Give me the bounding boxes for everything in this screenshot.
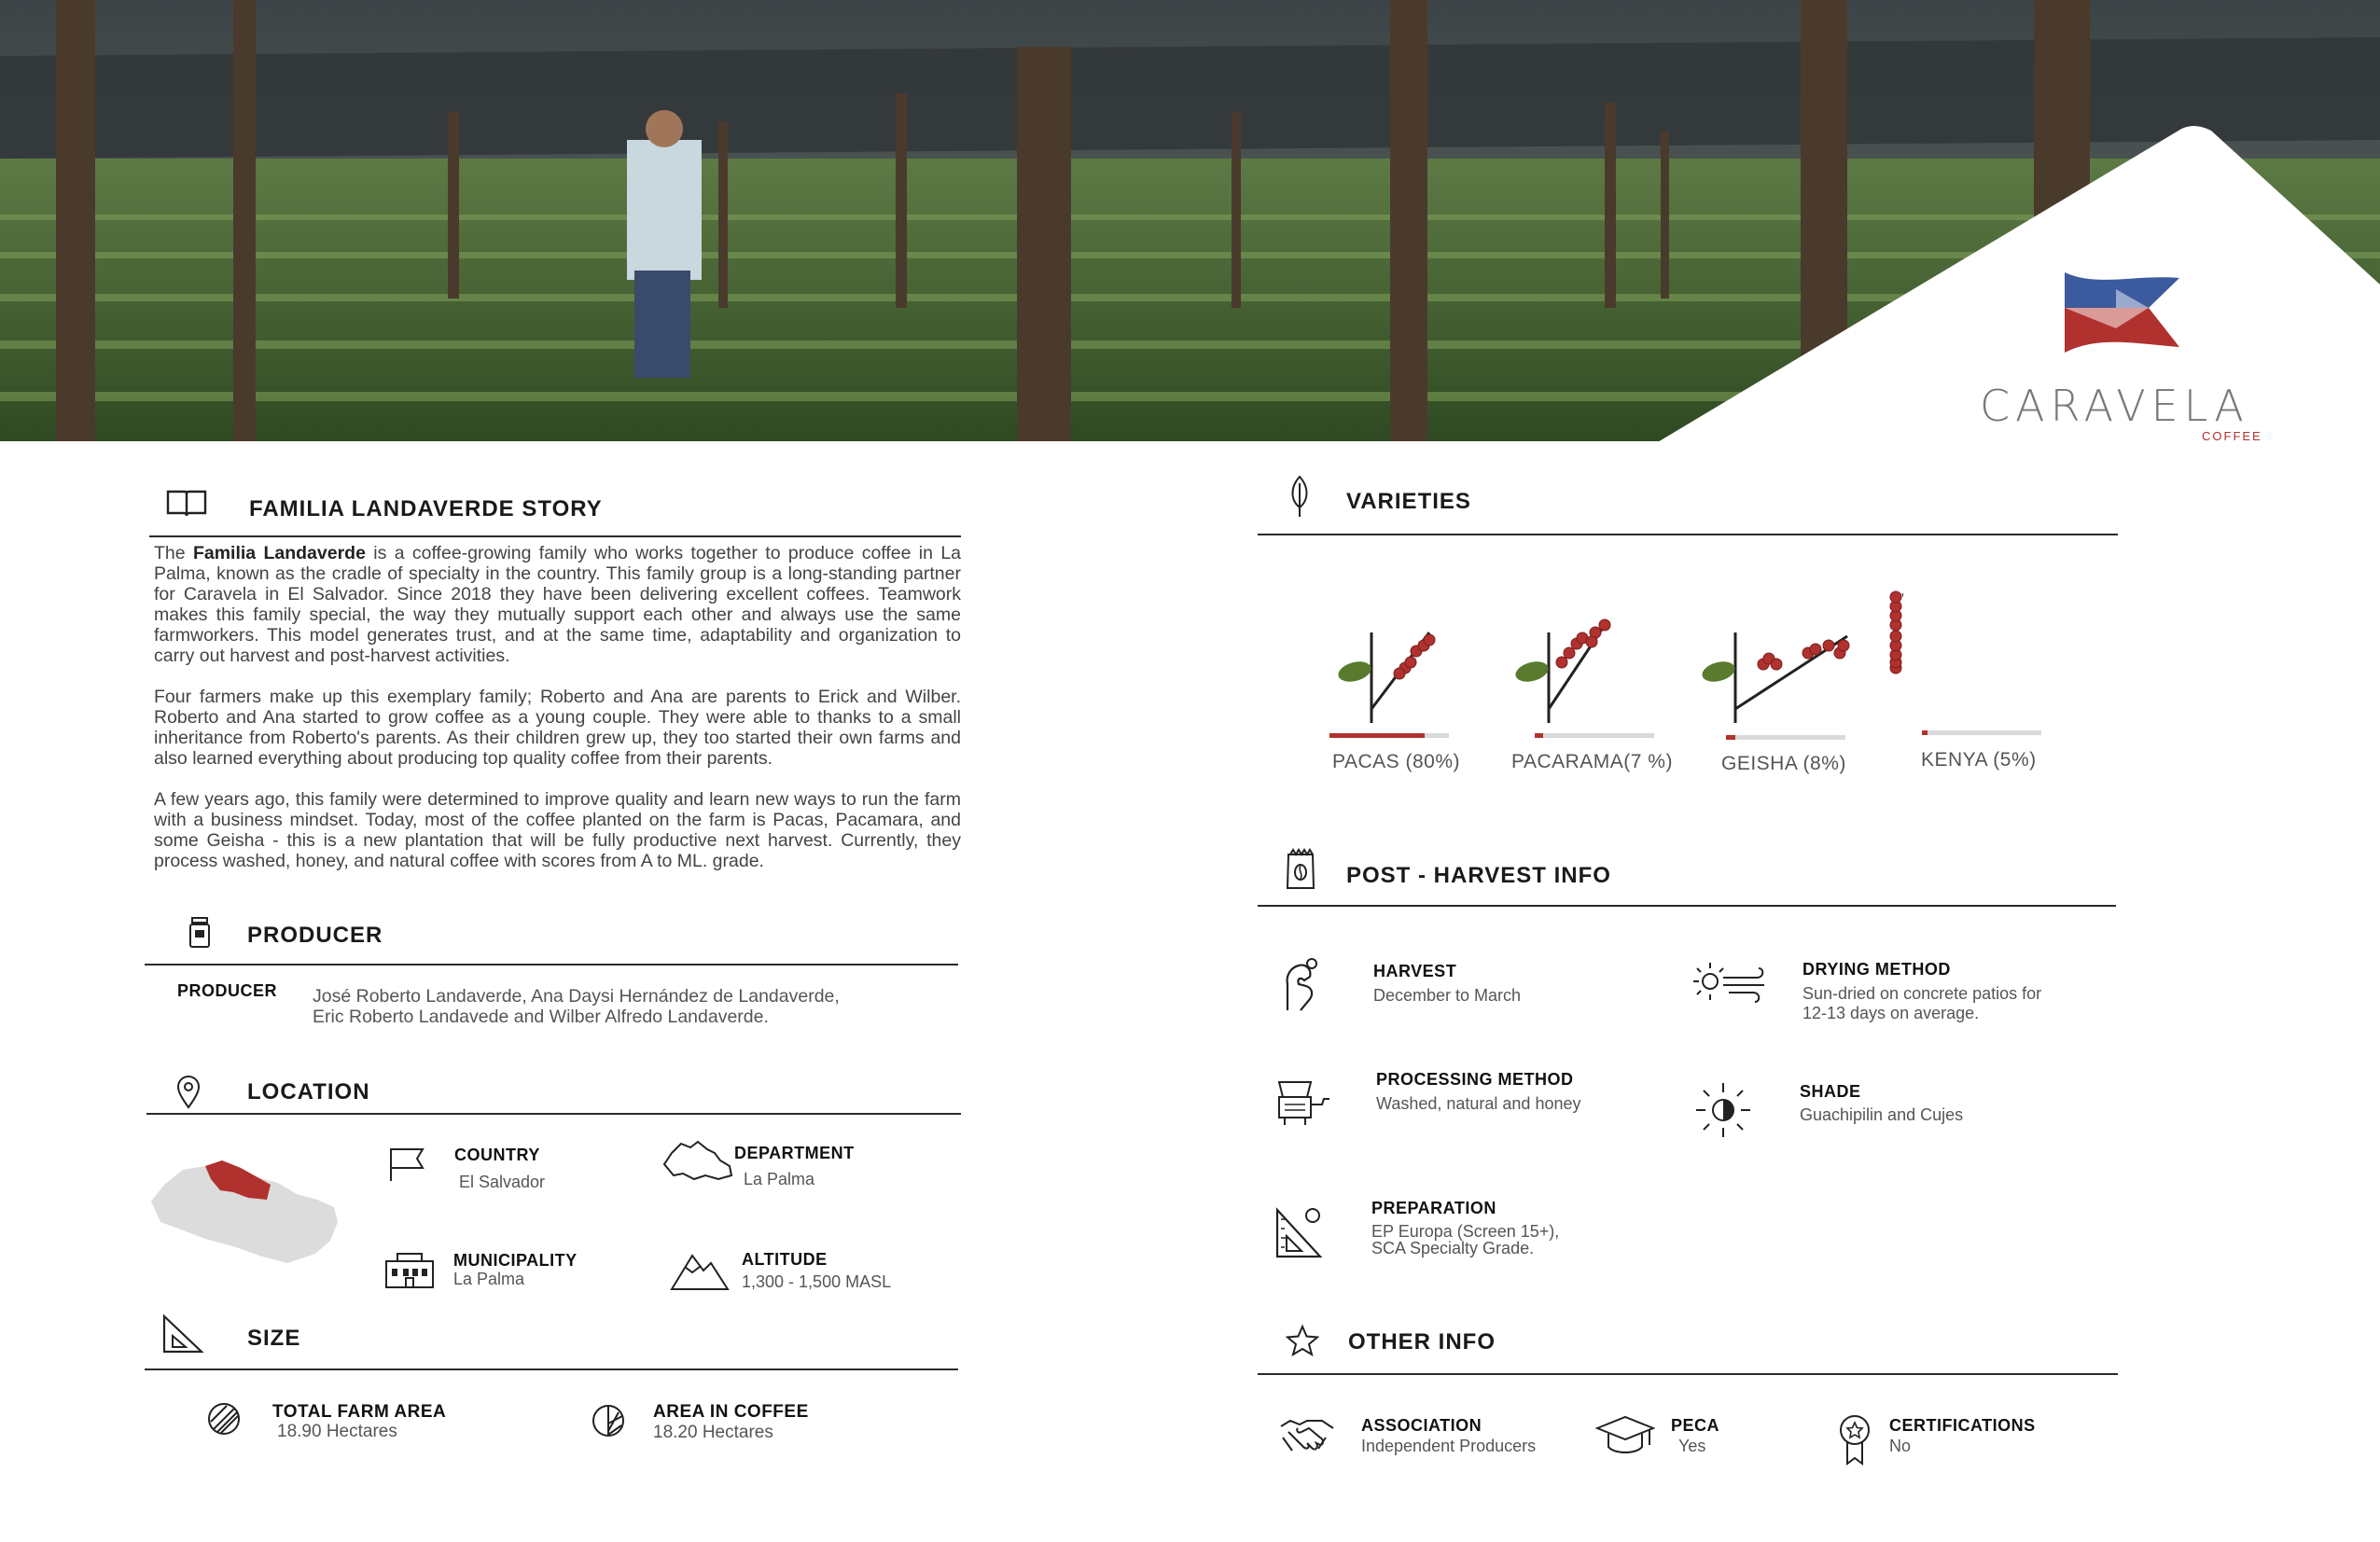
coffee-press-icon (187, 916, 213, 950)
location-divider (146, 1113, 961, 1115)
story-title: FAMILIA LANDAVERDE STORY (249, 496, 603, 521)
story-family-name: Familia Landaverde (192, 543, 366, 563)
variety-leaf-2 (1700, 659, 1737, 686)
total-farm-area-label: TOTAL FARM AREA (272, 1402, 447, 1422)
variety-berry-3-8 (1890, 591, 1901, 603)
total-farm-area-value: 18.90 Hectares (277, 1422, 397, 1441)
country-value: El Salvador (459, 1173, 546, 1191)
association-value: Independent Producers (1361, 1437, 1537, 1455)
sun-wind-icon (1691, 959, 1770, 1006)
area-in-coffee-value: 18.20 Hectares (653, 1423, 773, 1442)
variety-bar-kenya (1922, 730, 2041, 735)
story-paragraph-2: Four farmers make up this exemplary family; Roberto and Ana are parents to Erick and Wilber. Roberto and Ana started to grow coffee as a young couple. They were able to thanks to a small inheritance from Roberto's parents. As their children grew up, they too started their own farms and also learned everything about producing top quality coffee from their parents. (154, 687, 961, 769)
story-text (154, 543, 961, 892)
variety-berry-0-5 (1394, 668, 1405, 679)
flag-icon (387, 1146, 428, 1183)
harvest-label: HARVEST (1373, 962, 1457, 980)
variety-leaf-0 (1336, 659, 1373, 686)
variety-label-kenya: KENYA (5%) (1921, 749, 2037, 771)
story-paragraph-3: A few years ago, this family were determined to improve quality and learn new ways to run the farm with a business mindset. Today, most of the coffee planted on the farm is Pacas, Pacamara, and some Geisha - this is a new plantation that will be fully productive next harvest. Currently, they process washed, honey, and natural coffee with scores from A to ML. grade. (154, 789, 961, 871)
el-salvador-map (147, 1157, 340, 1267)
size-divider (145, 1368, 958, 1370)
preparation-line2: SCA Specialty Grade. (1371, 1239, 1535, 1257)
area-in-coffee-label: AREA IN COFFEE (653, 1402, 809, 1422)
varieties-divider (1258, 534, 2118, 535)
location-title: LOCATION (247, 1079, 370, 1104)
variety-berry-1-4 (1599, 619, 1610, 631)
varieties-title: VARIETIES (1346, 489, 1471, 514)
association-label: ASSOCIATION (1361, 1416, 1482, 1435)
producer-divider (145, 964, 958, 965)
graduation-cap-icon (1595, 1413, 1655, 1458)
drying-method-line1: Sun-dried on concrete patios for (1802, 984, 2042, 1003)
mountain-icon (670, 1250, 730, 1291)
harvest-value: December to March (1373, 986, 1522, 1005)
variety-berry-2-7 (1838, 640, 1849, 651)
variety-fill-pacarama (1535, 733, 1543, 738)
preparation-label: PREPARATION (1371, 1199, 1496, 1217)
coffee-area-icon (591, 1403, 626, 1438)
other-info-divider (1258, 1373, 2118, 1375)
preparation-value (1371, 1223, 1559, 1257)
altitude-value: 1,300 - 1,500 MASL (742, 1272, 892, 1291)
peca-label: PECA (1671, 1416, 1720, 1435)
variety-bar-geisha (1726, 735, 1845, 740)
municipality-building-icon (383, 1252, 437, 1289)
drying-method-line2: 12-13 days on average. (1802, 1004, 1980, 1022)
peca-value: Yes (1678, 1437, 1706, 1455)
drying-method-label: DRYING METHOD (1802, 960, 1951, 979)
caravela-flag-logo (2060, 271, 2181, 354)
triangle-ruler-icon (1274, 1206, 1326, 1260)
coffee-bag-icon (1285, 847, 1316, 890)
variety-label-pacas: PACAS (80%) (1332, 751, 1460, 772)
processing-method-value: Washed, natural and honey (1376, 1094, 1581, 1113)
variety-label-geisha: GEISHA (8%) (1721, 753, 1846, 774)
variety-fill-geisha (1726, 735, 1735, 740)
variety-plants (1325, 588, 1903, 746)
variety-berry-0-4 (1405, 657, 1416, 668)
municipality-label: MUNICIPALITY (453, 1251, 578, 1270)
country-label: COUNTRY (454, 1146, 540, 1164)
story-paragraph-1 (154, 543, 961, 666)
post-harvest-divider (1258, 905, 2116, 907)
story-lead: The (154, 543, 186, 563)
post-harvest-title: POST - HARVEST INFO (1346, 863, 1611, 888)
altitude-label: ALTITUDE (742, 1250, 828, 1269)
producer-names (313, 986, 840, 1027)
shade-sun-icon (1692, 1079, 1754, 1141)
department-map-icon (662, 1138, 733, 1183)
producer-title: PRODUCER (247, 923, 383, 948)
size-title: SIZE (247, 1326, 301, 1351)
producer-label: PRODUCER (177, 981, 278, 1000)
hand-picking-icon (1278, 956, 1321, 1012)
preparation-line1: EP Europa (Screen 15+), (1371, 1222, 1560, 1241)
variety-berry-0-2 (1424, 634, 1435, 646)
processing-machine-icon (1274, 1080, 1331, 1127)
star-icon (1286, 1325, 1319, 1356)
variety-bar-pacas (1329, 733, 1449, 738)
brand-name: CARAVELA (1980, 381, 2249, 431)
variety-berry-1-3 (1556, 657, 1567, 668)
leaf-icon (1287, 474, 1312, 519)
variety-label-pacarama: PACARAMA(7 %) (1511, 751, 1673, 772)
story-p1-rest: is a coffee-growing family who works together to produce coffee in La Palma, known as the cradle of specialty in the country. This family group is a long-standing partner for Caravela in El Salvador. Since 2018 they have been delivering excellent coffees. Teamwork makes this family special, the way they mutually support each other and always use the same farmworkers. This model generates trust, and at the same time, adaptability and organization to carry out harvest and post-harvest activities. (154, 543, 962, 666)
shade-label: SHADE (1800, 1082, 1861, 1101)
farm-area-icon (206, 1401, 242, 1437)
variety-leaf-1 (1513, 659, 1551, 686)
drying-method-value (1802, 984, 2041, 1023)
set-square-icon (161, 1313, 204, 1354)
producer-names-line2: Eric Roberto Landavede and Wilber Alfredo Landaverde. (313, 1007, 769, 1027)
brand-sub: COFFEE (2202, 429, 2262, 443)
map-pin-icon (175, 1075, 202, 1110)
variety-berry-1-6 (1586, 636, 1597, 647)
certifications-value: No (1889, 1437, 1912, 1455)
book-icon (166, 488, 207, 518)
handshake-icon (1279, 1413, 1335, 1456)
municipality-value: La Palma (453, 1270, 525, 1288)
variety-berry-2-4 (1810, 644, 1821, 655)
story-divider (149, 535, 961, 537)
processing-method-label: PROCESSING METHOD (1376, 1070, 1574, 1089)
variety-fill-pacas (1329, 733, 1425, 738)
variety-berry-3-4 (1890, 631, 1901, 642)
certifications-label: CERTIFICATIONS (1889, 1416, 2036, 1435)
variety-berry-2-2 (1771, 659, 1782, 670)
shade-value: Guachipilin and Cujes (1800, 1105, 1964, 1124)
variety-berry-2-5 (1823, 640, 1834, 651)
variety-berry-1-1 (1564, 647, 1575, 659)
variety-fill-kenya (1922, 730, 1928, 735)
certification-badge-icon (1836, 1413, 1873, 1466)
variety-bar-pacarama (1535, 733, 1654, 738)
producer-names-line1: José Roberto Landaverde, Ana Daysi Hernández de Landaverde, (313, 986, 840, 1007)
department-value: La Palma (744, 1170, 815, 1188)
department-label: DEPARTMENT (734, 1144, 855, 1162)
other-info-title: OTHER INFO (1348, 1329, 1496, 1354)
